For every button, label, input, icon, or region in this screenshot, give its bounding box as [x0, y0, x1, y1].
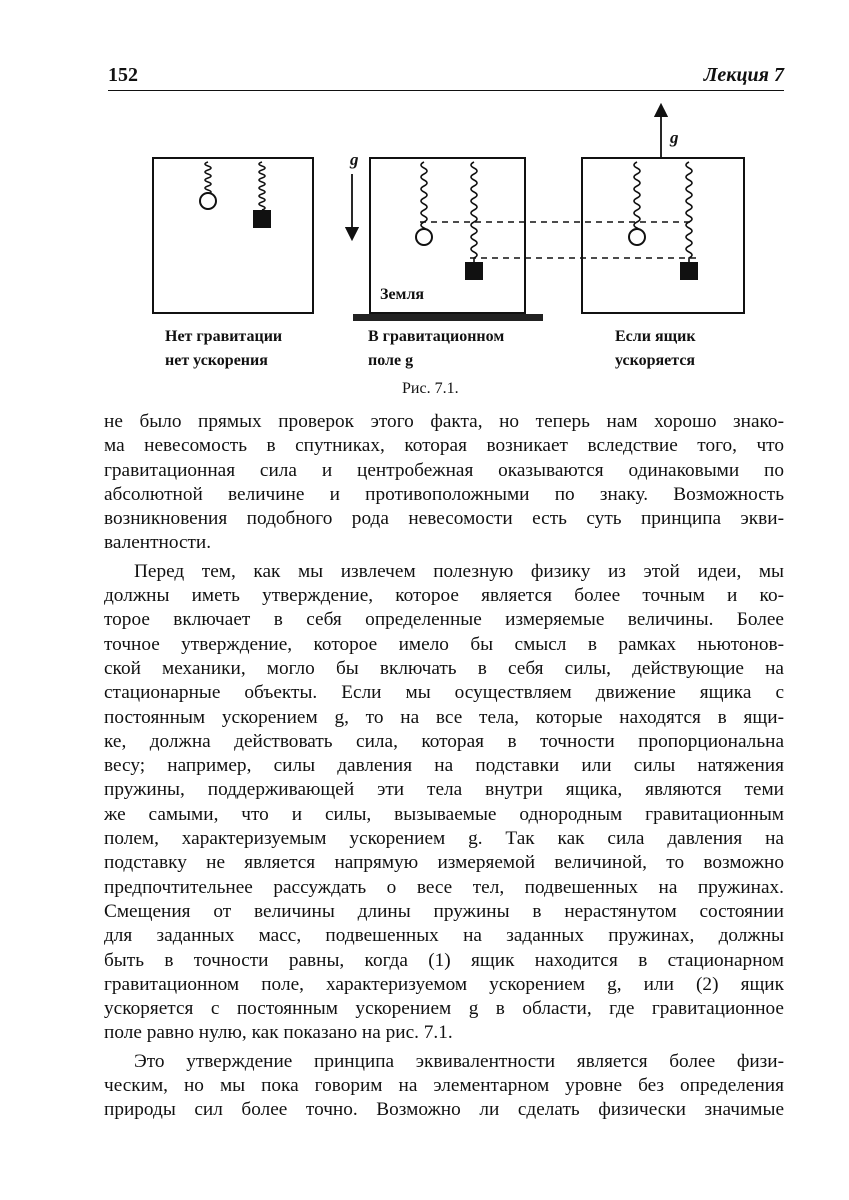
g-label-acceleration: g: [670, 128, 679, 147]
spring-short: [259, 162, 265, 210]
box-accelerating: [582, 110, 744, 313]
text-line: не было прямых проверок этого факта, но теперь нам хорошо знако-: [104, 411, 784, 432]
figure-drawing: [108, 100, 784, 330]
text-line: же самыми, что и силы, вызываемые однородным гравитационным: [104, 803, 784, 825]
text-line: весу; например, силы давления на подставки или силы натяжения: [104, 755, 784, 777]
ground-surface: [353, 314, 543, 321]
text-line: точное утверждение, которое имело бы смысл в рамках ньютонов-: [104, 633, 784, 655]
text-line: валентности.: [104, 532, 212, 554]
text-line: природы сил более точно. Возможно ли сделать физически значимые: [104, 1099, 784, 1121]
text-line: ускоряется с постоянным ускорением g в области, где гравитационное: [104, 998, 784, 1020]
text-line: постоянным ускорением g, то на все тела, которые находятся в ящи-: [104, 706, 784, 728]
panel-label-no-gravity: Нет гравитации нет ускорения: [165, 328, 283, 369]
text-line: возникновения подобного рода невесомости есть суть принципа экви-: [104, 508, 784, 530]
g-label-gravity: g: [350, 150, 359, 169]
text-line: ческим, но мы пока говорим на элементарном уровне без определения: [104, 1075, 784, 1097]
text-line: быть в точности равны, когда (1) ящик находится в стационарном: [104, 949, 784, 971]
text-line: гравитационном поле, характеризуемом ускорением g, или (2) ящик: [104, 973, 784, 995]
panel-label-accelerating: Если ящик ускоряется: [615, 328, 696, 369]
text-line: абсолютной величине и противоположными по знаку. Возможность: [104, 483, 784, 505]
box-no-gravity: [153, 158, 313, 313]
ring-mass: [629, 229, 645, 245]
text-line: пружины, поддерживающей эти тела внутри ящика, являются теми: [104, 779, 784, 801]
block-mass: [465, 262, 483, 280]
spring-stretched: [421, 162, 427, 236]
ring-mass: [416, 229, 432, 245]
text-line: поле равно нулю, как показано на рис. 7.1.: [104, 1022, 453, 1044]
running-title: Лекция 7: [703, 64, 784, 86]
text-line: ма невесомость в спутниках, которая возникает вследствие того, что: [104, 435, 784, 457]
text-line: предпочтительнее рассуждать о весе тел, подвешенных на пружинах.: [104, 876, 784, 898]
text-line: должны иметь утверждение, которое является более точным и ко-: [104, 585, 784, 607]
figure-caption: Рис. 7.1.: [402, 380, 459, 397]
block-mass: [680, 262, 698, 280]
text-line: Смещения от величины длины пружины в нерастянутом состоянии: [104, 900, 784, 922]
text-line: подставку не является напрямую измеряемой величиной, то возможно: [104, 852, 784, 874]
body-text: [104, 410, 784, 1123]
paragraph: [104, 560, 784, 1046]
paragraph: [104, 1050, 784, 1123]
panel-label-gravity-field: В гравитационном поле g: [368, 328, 505, 369]
text-line: стационарные объекты. Если мы осуществляем движение ящика с: [104, 682, 784, 704]
ground-label: Земля: [380, 286, 425, 303]
text-line: ской механики, могло бы включать в себя силы, действующие на: [104, 657, 784, 679]
figure-7-1: [108, 100, 784, 410]
text-line: ке, должна действовать сила, которая в точности пропорциональна: [104, 730, 784, 752]
text-line: для заданных масс, подвешенных на заданных пружинах, должны: [104, 925, 784, 947]
page-number: 152: [108, 64, 138, 86]
text-line: Это утверждение принципа эквивалентности является более физи-: [134, 1050, 784, 1072]
block-mass: [253, 210, 271, 228]
text-line: Перед тем, как мы извлечем полезную физику из этой идеи, мы: [134, 560, 784, 582]
spring-stretched: [686, 162, 692, 262]
spring-stretched: [634, 162, 640, 236]
spring-stretched: [471, 162, 477, 262]
text-line: гравитационная сила и центробежная оказываются одинаковыми по: [104, 459, 784, 481]
paragraph: [104, 410, 784, 556]
text-line: полем, характеризуемым ускорением g. Так как сила давления на: [104, 828, 784, 850]
page-header: [108, 62, 784, 91]
text-line: торое включает в себя определенные измеряемые величины. Более: [104, 609, 784, 631]
ring-mass: [200, 193, 216, 209]
